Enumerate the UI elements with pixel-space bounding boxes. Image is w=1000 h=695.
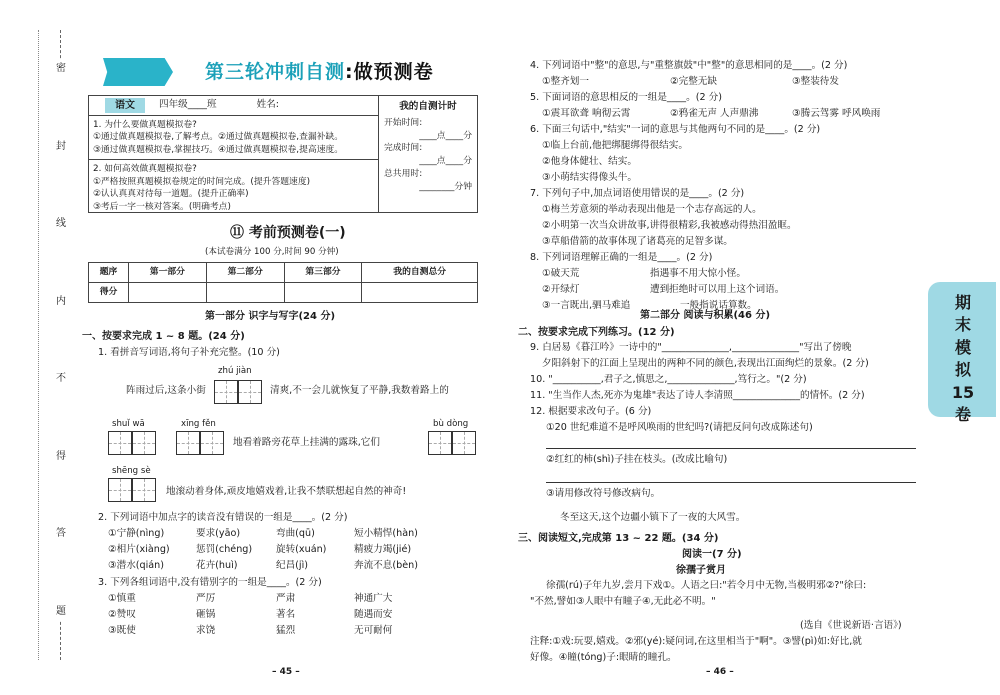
reading-source: (选自《世说新语·言语》) [800, 620, 902, 631]
q2-row-2: ②相片(xiàng) 惩罚(chéng) 旋转(xuán) 精疲力竭(jié) [108, 544, 412, 555]
q3-row-2: ②赞叹 砸锅 著名 随遇而安 [108, 609, 393, 620]
q7-option-2: ②小明第一次当众讲故事,讲得很精彩,我被感动得热泪盈眶。 [542, 220, 797, 231]
q5-options: ①震耳欲聋 响彻云霄 ②鸦雀无声 人声鼎沸 ③腾云驾雾 呼风唤雨 [542, 108, 881, 119]
pinyin-4: bù dòng [433, 419, 469, 429]
char-box-group-3 [176, 431, 224, 455]
char-box[interactable] [108, 478, 132, 502]
section1-title: 一、按要求完成 1 ~ 8 题。(24 分) [82, 331, 245, 342]
exam-title: ⑪ 考前预测卷(一) [230, 225, 346, 241]
char-box[interactable] [428, 431, 452, 455]
margin-char: 得 [56, 448, 66, 465]
banner-arrow-shape [103, 58, 173, 86]
instruction-panel [89, 96, 379, 212]
table-row: 题序 第一部分 第二部分 第三部分 我的自测总分 [89, 263, 478, 283]
char-box-group-5 [108, 478, 156, 502]
q6-option-1: ①临上台前,他把绑腿绑得很结实。 [542, 140, 688, 151]
char-box[interactable] [176, 431, 200, 455]
question-5: 5. 下面词语的意思相反的一组是____。(2 分) [530, 92, 722, 103]
q6-option-2: ②他身体健壮、结实。 [542, 156, 637, 167]
char-box[interactable] [132, 431, 156, 455]
margin-dotted-line [38, 30, 39, 660]
char-box-group-2 [108, 431, 156, 455]
score-cell[interactable] [362, 283, 478, 303]
page-number-right: – 46 – [706, 667, 734, 677]
part1-title: 第一部分 识字与写字(24 分) [205, 311, 336, 322]
q3-row-3: ③既使 求饶 猛烈 无可耐何 [108, 625, 393, 636]
score-cell[interactable] [284, 283, 362, 303]
question-7: 7. 下列句子中,加点词语使用错误的是____。(2 分) [530, 188, 745, 199]
answer-line[interactable] [546, 448, 916, 449]
pinyin-2: shuǐ wā [112, 419, 145, 429]
seal-line-text [54, 60, 68, 620]
q12-part-3-sentence: 冬至这天,这个边疆小镇下了一夜的大风雪。 [560, 512, 746, 523]
sentence-2: 地看着路旁花草上挂满的露珠,它们 [233, 437, 380, 448]
page-number-left: – 45 – [272, 667, 300, 677]
table-row: 得分 [89, 283, 478, 303]
how-section: 2. 如何高效做真题模拟卷? ①严格按照真题模拟卷规定的时间完成。(提升答题速度) ②认认真真对待每一道题。(提升正确率) ③考后一字一核对答案。(明确考点) [93, 164, 311, 212]
start-time-label: 开始时间: [384, 117, 423, 128]
side-tab-label: 期末模拟15卷 [951, 293, 975, 424]
part2-title: 第二部分 阅读与积累(46 分) [640, 310, 771, 321]
q8-option-3: ③一言既出,驷马难追 一般指说话算数。 [542, 300, 757, 311]
char-box-group-4 [428, 431, 476, 455]
question-3: 3. 下列各组词语中,没有错别字的一组是____。(2 分) [98, 577, 322, 588]
finish-time-label: 完成时间: [384, 143, 423, 154]
margin-char: 密 [56, 60, 66, 77]
sentence-1b: 清爽,不一会儿就恢复了平静,我数着路上的 [270, 385, 449, 396]
question-9b: 夕阳斜射下的江面上呈现出的两种不同的颜色,表现出江面绚烂的景象。(2 分) [542, 358, 869, 369]
question-6: 6. 下面三句话中,"结实"一词的意思与其他两句不同的是____。(2 分) [530, 124, 821, 135]
score-table [88, 262, 478, 303]
section2-title: 二、按要求完成下列练习。(12 分) [518, 327, 675, 338]
reading-note-2: 好像。④瞳(tóng)子:眼睛的瞳孔。 [530, 652, 677, 663]
total-time-label: 总共用时: [384, 168, 423, 179]
start-time-field: ____点____分 [419, 130, 472, 141]
side-tab [928, 282, 996, 424]
question-9a: 9. 白居易《暮江吟》一诗中的"______________,______________"写出了傍晚 [530, 342, 852, 353]
question-4: 4. 下列词语中"整"的意思,与"重整旗鼓"中"整"的意思相同的是____。(2 分) [530, 60, 848, 71]
q2-row-1: ①宁静(nìng) 要求(yāo) 弯曲(qū) 短小精悍(hàn) [108, 528, 418, 539]
char-box-group-1 [214, 380, 262, 404]
char-box[interactable] [108, 431, 132, 455]
q4-options: ①整齐划一 ②完整无缺 ③整装待发 [542, 76, 839, 87]
pinyin-5: shēng sè [112, 466, 151, 476]
q12-part-1: ①20 世纪难道不是呼风唤雨的世纪吗?(请把反问句改成陈述句) [546, 422, 813, 433]
q8-option-1: ①破天荒 指遇事不用大惊小怪。 [542, 268, 746, 279]
char-box[interactable] [200, 431, 224, 455]
reading-paragraph-2: "不然,譬如③人眼中有瞳子④,无此必不明。" [530, 596, 716, 607]
q2-row-3: ③潜水(qián) 花卉(huì) 纪昌(jì) 奔流不息(bèn) [108, 560, 418, 571]
self-timer-panel: 我的自测计时 开始时间: ____点____分 完成时间: ____点____分 总共用时: ________分钟 [384, 101, 472, 192]
q8-option-2: ②开绿灯 遭到拒绝时可以用上这个词语。 [542, 284, 785, 295]
exam-note: (本试卷满分 100 分,时间 90 分钟) [205, 247, 339, 257]
pinyin-1: zhú jiàn [218, 366, 252, 376]
reading-note-1: 注释:①戏:玩耍,嬉戏。②邪(yé):疑问词,在这里相当于"啊"。③譬(pì)如:好比,就 [530, 636, 862, 647]
question-1: 1. 看拼音写词语,将句子补充完整。(10 分) [98, 347, 280, 358]
question-10: 10. "__________,君子之,慎思之,______________,笃行之。"(2 分) [530, 374, 807, 385]
q12-part-2: ②红红的柿(shì)子挂在枝头。(改成比喻句) [546, 454, 728, 465]
reading-title: 阅读一(7 分) [682, 549, 742, 560]
margin-char: 题 [56, 603, 66, 620]
q7-option-1: ①梅兰芳意须的举动表现出他是一个志存高远的人。 [542, 204, 762, 215]
margin-char: 封 [56, 138, 66, 155]
question-11: 11. "生当作人杰,死亦为鬼雄"表达了诗人李清照______________的情怀。(2 分) [530, 390, 865, 401]
grade-field: 四年级____班 [159, 99, 217, 111]
char-box[interactable] [452, 431, 476, 455]
score-cell[interactable] [206, 283, 284, 303]
student-info-row [89, 96, 378, 116]
char-box[interactable] [214, 380, 238, 404]
question-12: 12. 根据要求改句子。(6 分) [530, 406, 652, 417]
question-2: 2. 下列词语中加点字的读音没有错误的一组是____。(2 分) [98, 512, 348, 523]
why-section: 1. 为什么要做真题模拟卷? ①通过做真题模拟卷,了解考点。②通过做真题模拟卷,查漏补缺。 ③通过做真题模拟卷,掌握技巧。④通过做真题模拟卷,提高速度。 [93, 120, 344, 155]
margin-char: 不 [56, 370, 66, 387]
margin-char: 答 [56, 525, 66, 542]
answer-line[interactable] [546, 482, 916, 483]
finish-time-field: ____点____分 [419, 156, 472, 167]
sentence-1a: 阵雨过后,这条小街 [126, 385, 206, 396]
margin-char: 线 [56, 215, 66, 232]
q3-row-1: ①慎重 严厉 严肃 神通广大 [108, 593, 393, 604]
reading-paragraph-1: 徐孺(rú)子年九岁,尝月下戏①。人语之曰:"若令月中无物,当极明邪②?"徐曰: [546, 580, 867, 591]
name-field: 姓名: [256, 99, 279, 111]
margin-char: 内 [56, 293, 66, 310]
question-8: 8. 下列词语理解正确的一组是____。(2 分) [530, 252, 713, 263]
char-box[interactable] [238, 380, 262, 404]
banner-title: 第三轮冲刺自测:做预测卷 [205, 61, 434, 83]
section3-title: 三、阅读短文,完成第 13 ~ 22 题。(34 分) [518, 533, 719, 544]
total-time-field: ________分钟 [419, 181, 472, 192]
char-box[interactable] [132, 478, 156, 502]
subject-tag: 语文 [105, 98, 145, 113]
pinyin-3: xīng fěn [181, 419, 216, 429]
q12-part-3: ③请用修改符号修改病句。 [546, 488, 661, 499]
instruction-box [88, 95, 478, 213]
q7-option-3: ③草船借箭的故事体现了诸葛亮的足智多谋。 [542, 236, 733, 247]
score-cell[interactable] [128, 283, 206, 303]
reading-name: 徐孺子赏月 [676, 565, 726, 576]
q6-option-3: ③小萌结实得像头牛。 [542, 172, 637, 183]
sentence-3: 地滚动着身体,顽皮地嬉戏着,让我不禁联想起自然的神奇! [166, 486, 407, 497]
